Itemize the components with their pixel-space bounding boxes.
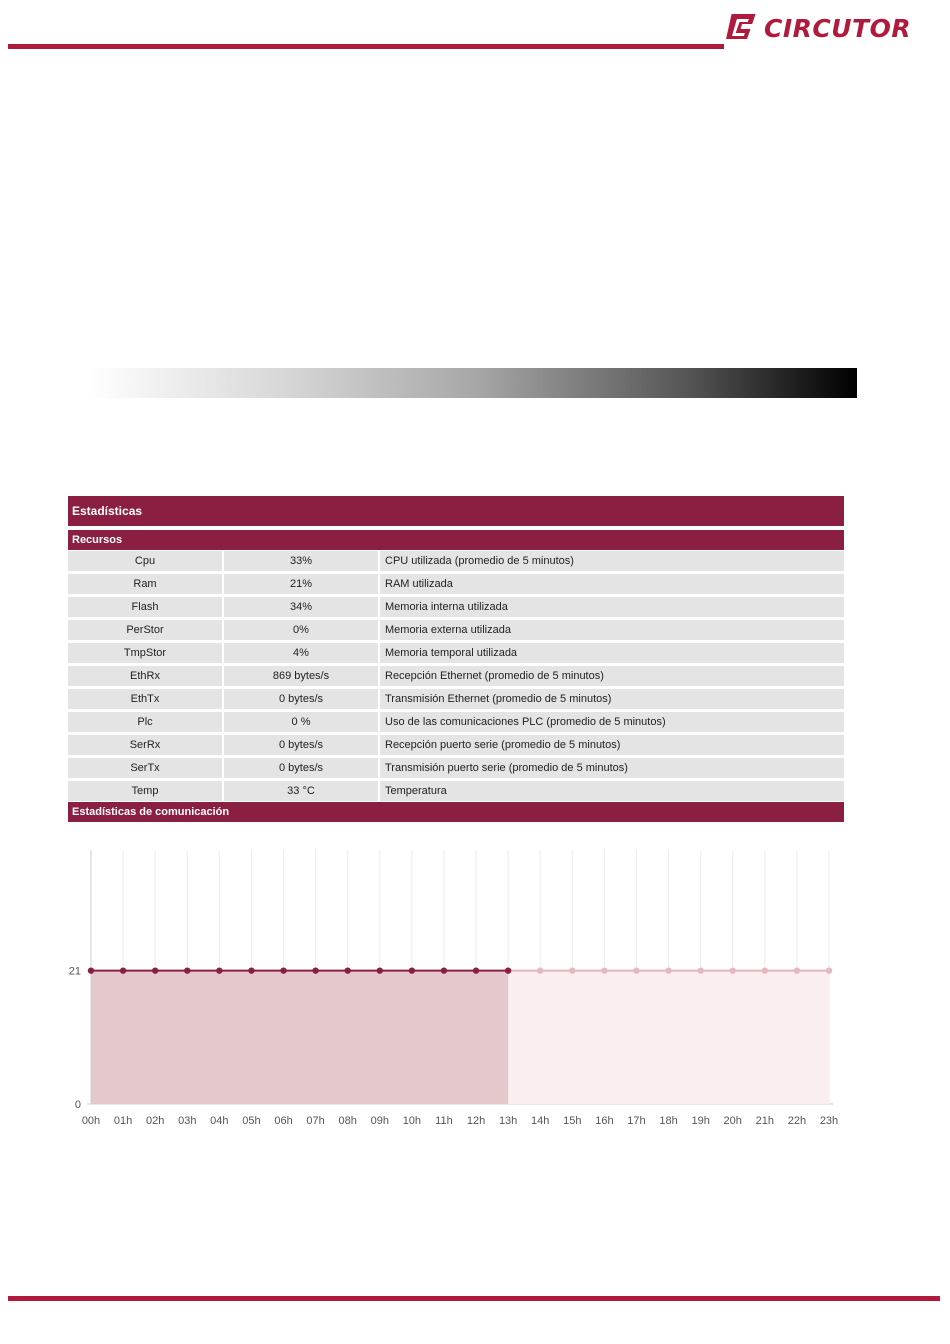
resource-description: Transmisión Ethernet (promedio de 5 minutos) xyxy=(380,689,844,712)
resource-name: Flash xyxy=(68,597,224,620)
resource-description: Memoria temporal utilizada xyxy=(380,643,844,666)
x-tick-label: 18h xyxy=(659,1115,678,1127)
x-tick-label: 23h xyxy=(819,1115,839,1127)
x-tick-label: 12h xyxy=(466,1115,486,1127)
x-tick-label: 08h xyxy=(338,1115,357,1127)
table-row xyxy=(68,781,844,804)
brand-name: CIRCUTOR xyxy=(764,13,912,43)
statistics-panel xyxy=(68,496,844,822)
panel-title: Estadísticas xyxy=(68,496,844,526)
resource-name: SerRx xyxy=(68,735,224,758)
resource-value: 869 bytes/s xyxy=(224,666,380,689)
resource-name: EthRx xyxy=(68,666,224,689)
resource-description: Memoria interna utilizada xyxy=(380,597,844,620)
data-point xyxy=(601,967,607,973)
table-row xyxy=(68,735,844,758)
data-point xyxy=(569,967,575,973)
data-point xyxy=(505,967,511,973)
x-tick-label: 04h xyxy=(210,1115,229,1127)
x-tick-label: 14h xyxy=(531,1115,550,1127)
table-row xyxy=(68,666,844,689)
chart-svg xyxy=(50,840,850,1140)
table-row xyxy=(68,574,844,597)
data-point xyxy=(377,967,383,973)
data-point xyxy=(152,967,158,973)
x-tick-label: 17h xyxy=(627,1115,646,1127)
x-tick-label: 02h xyxy=(145,1115,165,1127)
data-point xyxy=(794,967,800,973)
resource-name: Plc xyxy=(68,712,224,735)
series-area xyxy=(91,971,508,1104)
resource-value: 34% xyxy=(224,597,380,620)
top-rule xyxy=(8,44,724,49)
resource-value: 4% xyxy=(224,643,380,666)
resource-name: EthTx xyxy=(68,689,224,712)
x-tick-label: 15h xyxy=(563,1115,582,1127)
resource-name: Temp xyxy=(68,781,224,804)
x-tick-label: 13h xyxy=(498,1115,518,1127)
x-tick-label: 16h xyxy=(595,1115,614,1127)
resource-description: Recepción Ethernet (promedio de 5 minutos) xyxy=(380,666,844,689)
x-tick-label: 09h xyxy=(370,1115,389,1127)
resource-name: TmpStor xyxy=(68,643,224,666)
resource-value: 0 % xyxy=(224,712,380,735)
table-row xyxy=(68,643,844,666)
resource-value: 0% xyxy=(224,620,380,643)
x-tick-label: 06h xyxy=(274,1115,293,1127)
table-row xyxy=(68,689,844,712)
x-tick-label: 21h xyxy=(755,1115,775,1127)
table-row xyxy=(68,620,844,643)
data-point xyxy=(441,967,447,973)
gradient-bar xyxy=(88,368,857,398)
resource-description: Transmisión puerto serie (promedio de 5 minutos) xyxy=(380,758,844,781)
resource-name: Cpu xyxy=(68,551,224,574)
data-point xyxy=(730,967,736,973)
resource-value: 0 bytes/s xyxy=(224,735,380,758)
resource-description: CPU utilizada (promedio de 5 minutos) xyxy=(380,551,844,574)
data-point xyxy=(312,967,318,973)
data-point xyxy=(344,967,350,973)
x-tick-label: 00h xyxy=(81,1115,101,1127)
communication-stats-header: Estadísticas de comunicación xyxy=(68,802,844,822)
table-row xyxy=(68,551,844,574)
resource-description: Recepción puerto serie (promedio de 5 minutos) xyxy=(380,735,844,758)
table-row xyxy=(68,597,844,620)
resource-value: 0 bytes/s xyxy=(224,689,380,712)
resource-value: 33% xyxy=(224,551,380,574)
series-area xyxy=(508,971,829,1104)
table-row xyxy=(68,712,844,735)
data-point xyxy=(216,967,222,973)
x-tick-label: 19h xyxy=(691,1115,710,1127)
resource-description: Uso de las comunicaciones PLC (promedio de 5 minutos) xyxy=(380,712,844,735)
data-point xyxy=(409,967,415,973)
resource-name: Ram xyxy=(68,574,224,597)
data-point xyxy=(633,967,639,973)
data-point xyxy=(120,967,126,973)
data-point xyxy=(665,967,671,973)
resource-name: PerStor xyxy=(68,620,224,643)
x-tick-label: 01h xyxy=(113,1115,133,1127)
y-tick-label: 21 xyxy=(68,965,81,978)
resource-description: Memoria externa utilizada xyxy=(380,620,844,643)
data-point xyxy=(280,967,286,973)
x-tick-label: 22h xyxy=(787,1115,807,1127)
x-tick-label: 05h xyxy=(242,1115,261,1127)
brand-logo xyxy=(726,8,916,48)
x-tick-label: 10h xyxy=(402,1115,422,1127)
resources-header: Recursos xyxy=(68,530,844,550)
data-point xyxy=(697,967,703,973)
x-tick-label: 07h xyxy=(306,1115,325,1127)
data-point xyxy=(762,967,768,973)
resource-description: Temperatura xyxy=(380,781,844,804)
x-tick-label: 11h xyxy=(435,1115,453,1127)
resource-value: 21% xyxy=(224,574,380,597)
communication-chart xyxy=(50,840,850,1140)
bottom-rule xyxy=(8,1296,940,1301)
resource-value: 33 °C xyxy=(224,781,380,804)
data-point xyxy=(537,967,543,973)
data-point xyxy=(88,967,94,973)
table-row xyxy=(68,758,844,781)
x-tick-label: 03h xyxy=(178,1115,197,1127)
resource-description: RAM utilizada xyxy=(380,574,844,597)
y-tick-label: 0 xyxy=(74,1099,81,1111)
circutor-logo-icon xyxy=(726,11,760,45)
resource-name: SerTx xyxy=(68,758,224,781)
data-point xyxy=(248,967,254,973)
data-point xyxy=(826,967,832,973)
resources-table xyxy=(68,551,844,804)
resource-value: 0 bytes/s xyxy=(224,758,380,781)
data-point xyxy=(184,967,190,973)
x-tick-label: 20h xyxy=(723,1115,742,1127)
data-point xyxy=(473,967,479,973)
